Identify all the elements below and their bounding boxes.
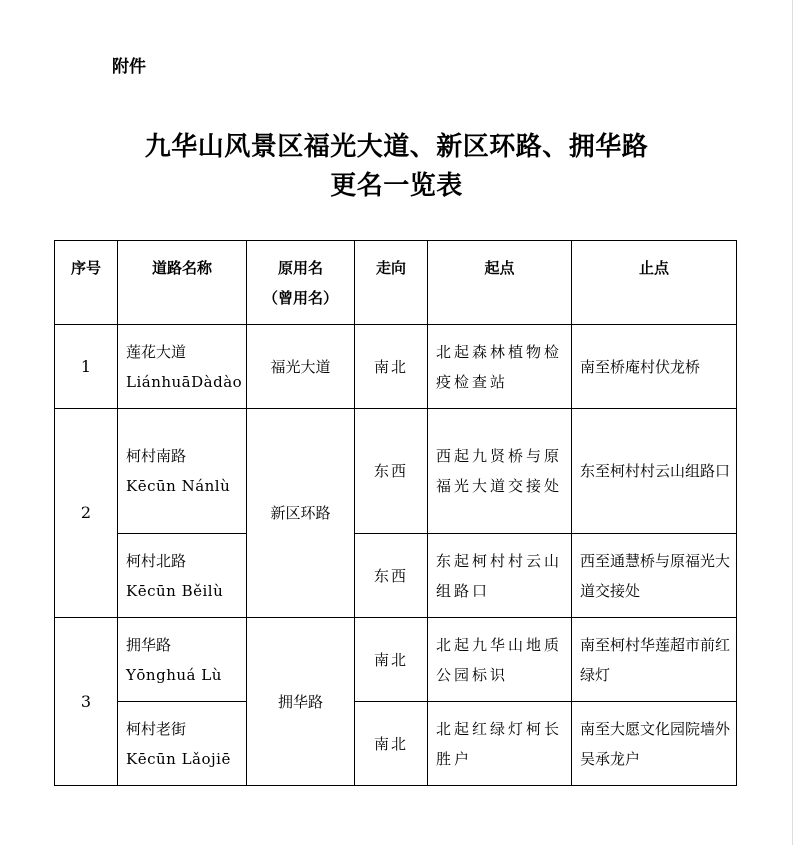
cell-road-name	[118, 702, 247, 786]
cell-direction: 南北	[355, 702, 428, 786]
rename-table	[54, 240, 737, 786]
cell-end: 南至桥庵村伏龙桥	[572, 325, 737, 409]
header-start: 起点	[428, 241, 572, 325]
cell-start: 东起柯村村云山组路口	[428, 534, 572, 618]
header-original-name-main: 原用名	[277, 259, 323, 277]
document-title-line-2: 更名一览表	[330, 171, 463, 201]
cell-end: 东至柯村村云山组路口	[572, 409, 737, 534]
cell-road-name	[118, 618, 247, 702]
road-name-pinyin: Kēcūn Nánlù	[126, 477, 231, 495]
road-name-pinyin: LiánhuāDàdào	[126, 372, 243, 391]
cell-direction: 东西	[355, 409, 428, 534]
road-name-pinyin: Kēcūn Běilù	[126, 581, 224, 600]
table-row	[55, 325, 737, 409]
attachment-label: 附件	[112, 57, 146, 77]
cell-original-name: 福光大道	[247, 325, 355, 409]
cell-start: 西起九贤桥与原福光大道交接处	[428, 409, 572, 534]
cell-start: 北起森林植物检疫检查站	[428, 325, 572, 409]
cell-start: 北起九华山地质公园标识	[428, 618, 572, 702]
road-name-cn: 拥华路	[126, 635, 172, 654]
road-name-pinyin: Yōnghuá Lù	[126, 665, 222, 684]
header-road-name: 道路名称	[118, 241, 247, 325]
road-name-cn: 柯村南路	[126, 447, 187, 465]
header-seq: 序号	[55, 241, 118, 325]
cell-direction: 南北	[355, 618, 428, 702]
cell-seq: 2	[55, 409, 118, 618]
road-name-cn: 柯村老街	[126, 719, 187, 738]
header-original-name	[247, 241, 355, 325]
cell-end: 南至大愿文化园院墙外吴承龙户	[572, 702, 737, 786]
header-end: 止点	[572, 241, 737, 325]
cell-original-name: 新区环路	[247, 409, 355, 618]
cell-direction: 东西	[355, 534, 428, 618]
road-name-pinyin: Kēcūn Lǎojiē	[126, 749, 231, 768]
table-header-row	[55, 241, 737, 325]
header-original-name-sub: （曾用名）	[262, 289, 338, 307]
cell-seq: 1	[55, 325, 118, 409]
cell-seq: 3	[55, 618, 118, 786]
cell-road-name	[118, 325, 247, 409]
table-row	[55, 702, 737, 786]
document-title-line-1: 九华山风景区福光大道、新区环路、拥华路	[144, 132, 649, 162]
cell-original-name: 拥华路	[247, 618, 355, 786]
header-direction: 走向	[355, 241, 428, 325]
road-name-cn: 莲花大道	[126, 342, 187, 361]
table-row	[55, 618, 737, 702]
road-name-cn: 柯村北路	[126, 551, 187, 570]
cell-direction: 南北	[355, 325, 428, 409]
cell-road-name	[118, 409, 247, 534]
table-row	[55, 409, 737, 534]
cell-start: 北起红绿灯柯长胜户	[428, 702, 572, 786]
cell-road-name	[118, 534, 247, 618]
table-row	[55, 534, 737, 618]
cell-end: 南至柯村华莲超市前红绿灯	[572, 618, 737, 702]
cell-end: 西至通慧桥与原福光大道交接处	[572, 534, 737, 618]
